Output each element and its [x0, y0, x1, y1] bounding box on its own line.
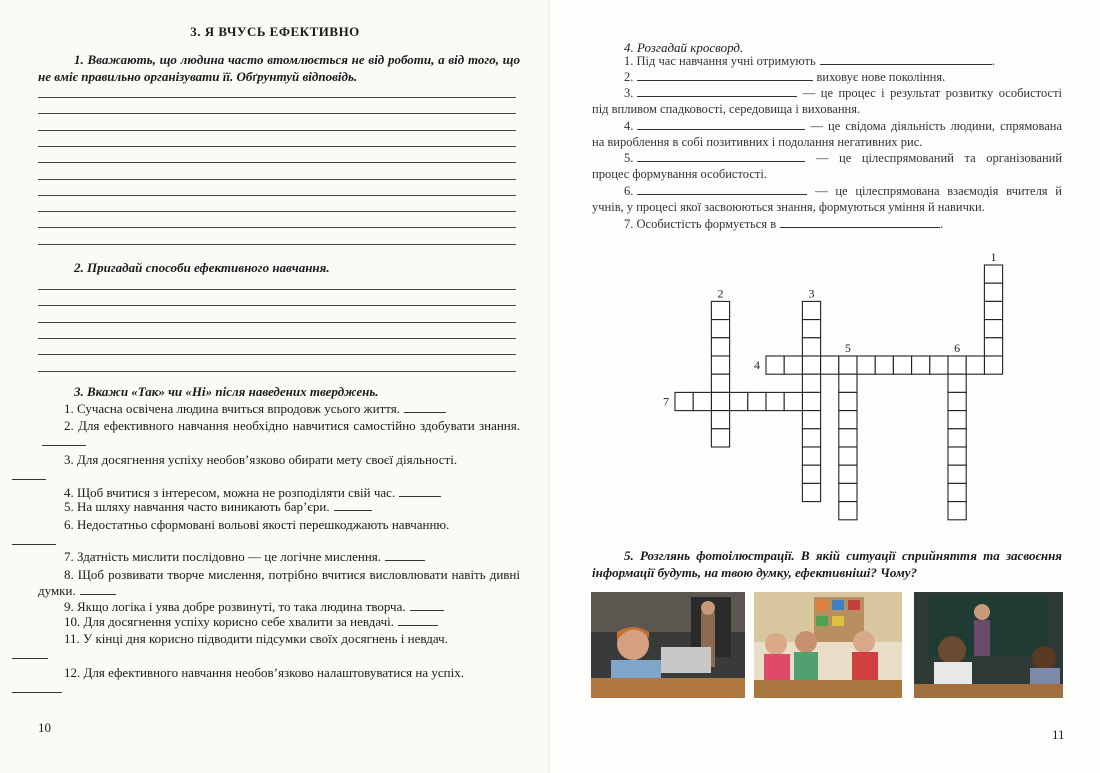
photo-classroom-lesson	[914, 592, 1063, 698]
statement-4: 4. Щоб вчитися з інтересом, можна не розподіляти свій час.	[38, 485, 520, 501]
clue-5: 5. — це цілеспрямований та організований процес формування особистості.	[592, 151, 1063, 181]
clue-6: 6. — це цілеспрямована взаємодія вчителя й учнів, у процесі якої засвоюються знання, формуються уміння й навички.	[592, 184, 1062, 214]
answer-line[interactable]	[38, 162, 516, 163]
clue-7: 7. Особистість формується в .	[624, 217, 944, 231]
answer-blank[interactable]	[637, 183, 807, 195]
answer-line[interactable]	[38, 211, 516, 212]
answer-blank[interactable]	[12, 468, 46, 480]
statement-6: 6. Недостатньо сформовані вольові якості перешкоджають навчанню.	[38, 517, 520, 549]
answer-blank[interactable]	[12, 647, 48, 659]
answer-blank[interactable]	[80, 583, 116, 595]
statement-1: 1. Сучасна освічена людина вчиться впродовж усього життя.	[38, 401, 520, 417]
crossword-number: 7	[663, 394, 669, 409]
task-5-heading: 5. Розглянь фотоілюстрації. В якій ситуації сприйняття та засвоєння інформації будуть, на твою думку, ефективніші? Чому?	[592, 548, 1062, 580]
crossword-number: 5	[844, 341, 851, 355]
crossword-number: 3	[808, 286, 815, 301]
answer-blank[interactable]	[42, 434, 86, 446]
answer-line[interactable]	[38, 305, 516, 306]
photo-bored-student	[591, 592, 745, 698]
crossword-number: 6	[954, 341, 961, 355]
statement-12: 12. Для ефективного навчання необов’язково налаштовуватися на успіх.	[38, 665, 520, 697]
answer-line[interactable]	[38, 371, 516, 372]
answer-blank[interactable]	[12, 533, 56, 545]
answer-blank[interactable]	[637, 150, 805, 162]
page-number: 10	[38, 720, 51, 735]
answer-blank[interactable]	[385, 549, 425, 561]
task-3-heading: 3. Вкажи «Так» чи «Ні» після наведених тверджень.	[74, 384, 379, 399]
crossword-number: 1	[990, 250, 997, 264]
answer-line[interactable]	[38, 146, 516, 147]
answer-line[interactable]	[38, 338, 516, 339]
statement-2: 2. Для ефективного навчання необхідно навчитися самостійно здобувати знання.	[38, 418, 520, 450]
statement-11: 11. У кінці дня корисно підводити підсумки своїх досягнень і невдач.	[38, 631, 520, 663]
clue-1: 1. Під час навчання учні отримують .	[624, 54, 995, 68]
answer-blank[interactable]	[637, 69, 813, 81]
task-1-heading: 1. Вважають, що людина часто втомлюється не від роботи, а від того, що не вміє правильно організувати її. Обґрунтуй відповідь.	[38, 52, 520, 84]
page-title: 3. Я ВЧУСЬ ЕФЕКТИВНО	[190, 24, 360, 39]
answer-line[interactable]	[38, 97, 516, 98]
statement-3: 3. Для досягнення успіху необов’язково обирати мету своєї діяльності.	[38, 452, 520, 484]
clue-3: 3. — це процес і результат розвитку особистості під впливом спадковості, середовища і виховання.	[592, 86, 1063, 116]
photo-happy-students	[754, 592, 902, 698]
page-number: 11	[1052, 727, 1065, 742]
task-2-heading: 2. Пригадай способи ефективного навчання.	[74, 260, 330, 275]
crossword-number: 4	[754, 358, 760, 372]
answer-blank[interactable]	[637, 85, 797, 97]
answer-blank[interactable]	[637, 118, 805, 130]
statement-5: 5. На шляху навчання часто виникають бар’єри.	[38, 499, 520, 515]
answer-blank[interactable]	[780, 216, 940, 228]
answer-line[interactable]	[38, 130, 516, 131]
answer-line[interactable]	[38, 113, 516, 114]
statement-9: 9. Якщо логіка і уява добре розвинуті, то така людина творча.	[38, 599, 520, 615]
answer-line[interactable]	[38, 289, 516, 290]
answer-blank[interactable]	[399, 485, 441, 497]
clue-2: 2. виховує нове покоління.	[624, 70, 946, 84]
answer-line[interactable]	[38, 195, 516, 196]
answer-blank[interactable]	[398, 614, 438, 626]
answer-blank[interactable]	[404, 401, 446, 413]
answer-blank[interactable]	[12, 681, 62, 693]
answer-blank[interactable]	[334, 499, 372, 511]
answer-line[interactable]	[38, 354, 516, 355]
task-4-heading: 4. Розгадай кросворд.	[624, 40, 744, 55]
answer-blank[interactable]	[410, 599, 444, 611]
answer-line[interactable]	[38, 227, 516, 228]
crossword-number: 2	[717, 286, 724, 301]
statement-10: 10. Для досягнення успіху корисно себе хвалити за невдачі.	[38, 614, 520, 630]
clue-4: 4. — це свідома діяльність людини, спрямована на вироблення в собі позитивних і подолання негативних рис.	[592, 119, 1063, 149]
answer-line[interactable]	[38, 322, 516, 323]
answer-blank[interactable]	[820, 53, 992, 65]
answer-line[interactable]	[38, 179, 516, 180]
answer-line[interactable]	[38, 244, 516, 245]
statement-7: 7. Здатність мислити послідовно — це логічне мислення.	[38, 549, 520, 565]
statement-8: 8. Щоб розвивати творче мислення, потрібно вчитися висловлювати навіть дивні думки.	[38, 567, 520, 598]
